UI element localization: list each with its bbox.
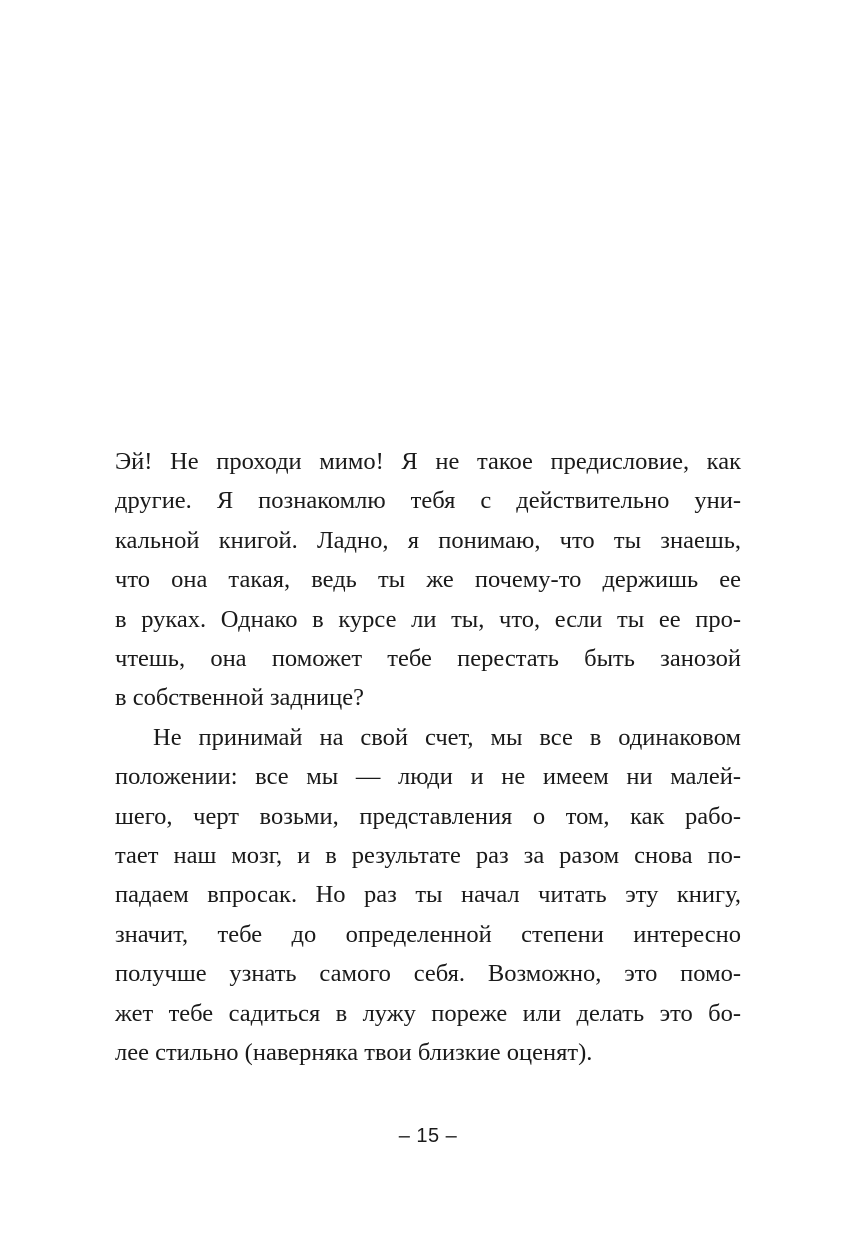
paragraph — [115, 718, 741, 1073]
text-line: тает наш мозг, и в результате раз за разом снова по- — [115, 842, 741, 870]
text-line: в руках. Однако в курсе ли ты, что, если ты ее про- — [115, 605, 741, 633]
text-line: жет тебе садиться в лужу пореже или делать это бо- — [115, 999, 741, 1027]
text-line: лее стильно (наверняка твои близкие оценят). — [115, 1039, 593, 1067]
text-line: падаем впросак. Но раз ты начал читать эту книгу, — [115, 881, 741, 909]
body-text — [115, 442, 741, 1073]
text-line: Эй! Не проходи мимо! Я не такое предисловие, как — [115, 448, 741, 475]
text-line: положении: все мы — люди и не имеем ни малей- — [115, 763, 741, 791]
text-line: кальной книгой. Ладно, я понимаю, что ты знаешь, — [115, 526, 741, 554]
text-line: Не принимай на свой счет, мы все в одинаковом — [153, 723, 741, 751]
text-line: чтешь, она поможет тебе перестать быть занозой — [115, 645, 741, 673]
text-line: получше узнать самого себя. Возможно, это помо- — [115, 960, 741, 988]
text-line: значит, тебе до определенной степени интересно — [115, 920, 741, 948]
page-number: – 15 – — [398, 1125, 458, 1147]
text-line: шего, черт возьми, представления о том, как рабо- — [115, 802, 741, 830]
paragraph — [115, 442, 741, 718]
text-line: в собственной заднице? — [115, 684, 364, 712]
text-line: что она такая, ведь ты же почему-то держишь ее — [115, 566, 741, 594]
text-line: другие. Я познакомлю тебя с действительно уни- — [115, 487, 741, 515]
